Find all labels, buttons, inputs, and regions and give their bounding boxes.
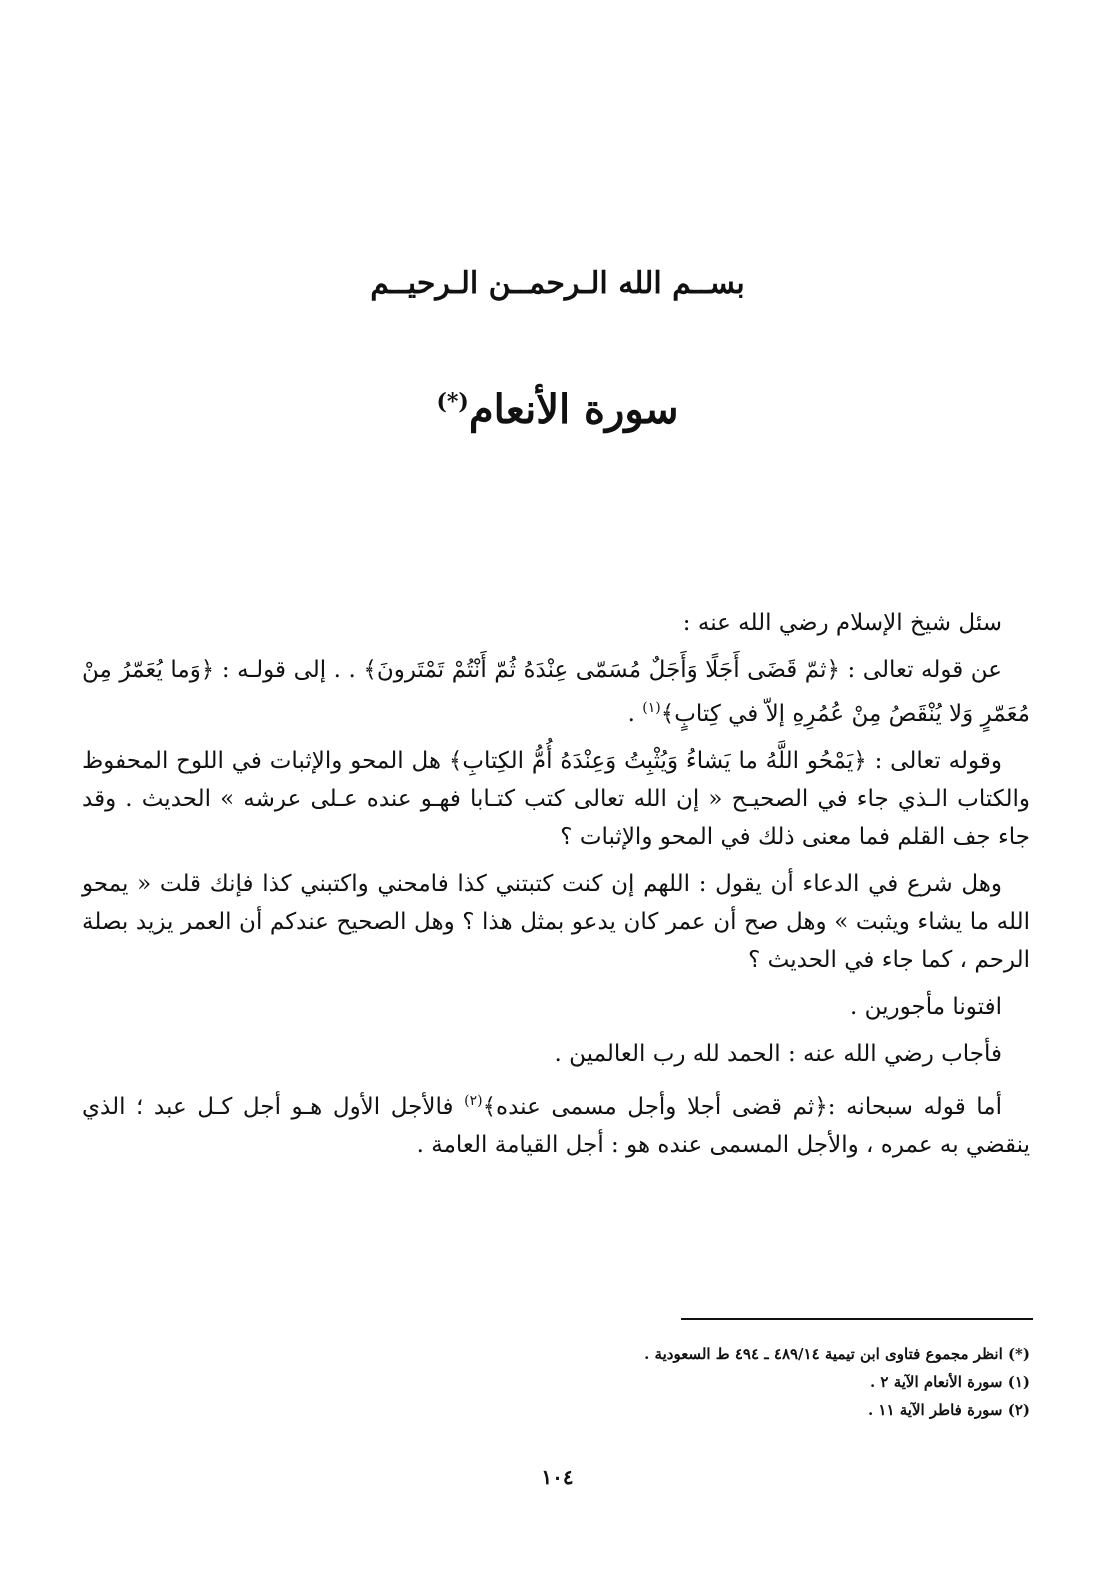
surah-title-footnote-mark: (*)	[436, 389, 469, 415]
footnote-mark-2: (٢)	[464, 1093, 483, 1109]
footnotes	[82, 1340, 1030, 1424]
basmala-heading: بســم الله الـرحمــن الـرحيــم	[370, 266, 745, 301]
paragraph-answer-opening: فأجاب رضي الله عنه : الحمد لله رب العالمين .	[554, 1041, 1002, 1067]
paragraph-answer-start: أما قوله سبحانه :﴿ثم قضى أجلا وأجل مسمى عنده﴾	[482, 1094, 1002, 1120]
main-text	[82, 604, 1030, 1173]
page-number: ١٠٤	[541, 1465, 574, 1489]
footnote-1: (١) سورة الأنعام الآية ٢ .	[869, 1373, 1030, 1391]
paragraph-answer	[82, 1082, 1030, 1164]
paragraph-second-verse: وقوله تعالى : ﴿يَمْحُو اللَّهُ ما يَشاءُ وَيُثْبِتُ وَعِنْدَهُ أُمُّ الكِتابِ﴾ هل المحو والإثبات في اللوح المحفوظ والكتاب الـذي جاء في الصحيـح « إن الله تعالى كتب كتـابا فهـو عنده عـلى عرشه » الحديث . وقد جاء جف القلم فما معنى ذلك في المحو والإثبات ؟	[82, 748, 1030, 850]
footnote-mark-1: (١)	[642, 700, 661, 716]
paragraph-answer-end: فالأجل الأول هـو أجل كـل عبد ؛ الذي ينقضي به عمره ، والأجل المسمى عنده هو : أجل القيامة العامة .	[82, 1094, 1030, 1158]
paragraph-first-verse-text: عن قوله تعالى : ﴿ثمّ قَضَى أَجَلًا وَأَجَلٌ مُسَمّى عِنْدَهُ ثُمّ أَنْتُمْ تَمْتَرونَ﴾ . . إلى قولـه : ﴿وَما يُعَمّرُ مِنْ مُعَمّرٍ وَلا يُنْقَصُ مِنْ عُمُرِهِ إلاّ في كِتابٍ﴾	[82, 657, 1030, 727]
paragraph-first-verse	[82, 651, 1030, 733]
footnote-2: (٢) سورة فاطر الآية ١١ .	[867, 1401, 1030, 1419]
paragraph-first-verse-end: .	[627, 701, 643, 727]
footnote-star: (*) انظر مجموع فتاوى ابن تيمية ٤٨٩/١٤ ـ ٤٩٤ ط السعودية .	[644, 1345, 1030, 1363]
surah-title	[0, 372, 1115, 440]
footnote-separator	[681, 1318, 1033, 1320]
paragraph-dua-question: وهل شرع في الدعاء أن يقول : اللهم إن كنت كتبتني كذا فامحني واكتبني كذا فإنك قلت « يمحو الله ما يشاء ويثبت » وهل صح أن عمر كان يدعو بمثل هذا ؟ وهل الصحيح عندكم أن العمر يزيد بصلة الرحم ، كما جاء في الحديث ؟	[82, 871, 1030, 973]
paragraph-question-intro: سئل شيخ الإسلام رضي الله عنه :	[682, 610, 1002, 636]
surah-title-text: سورة الأنعام	[468, 386, 679, 433]
paragraph-request: افتونا مأجورين .	[850, 994, 1002, 1020]
